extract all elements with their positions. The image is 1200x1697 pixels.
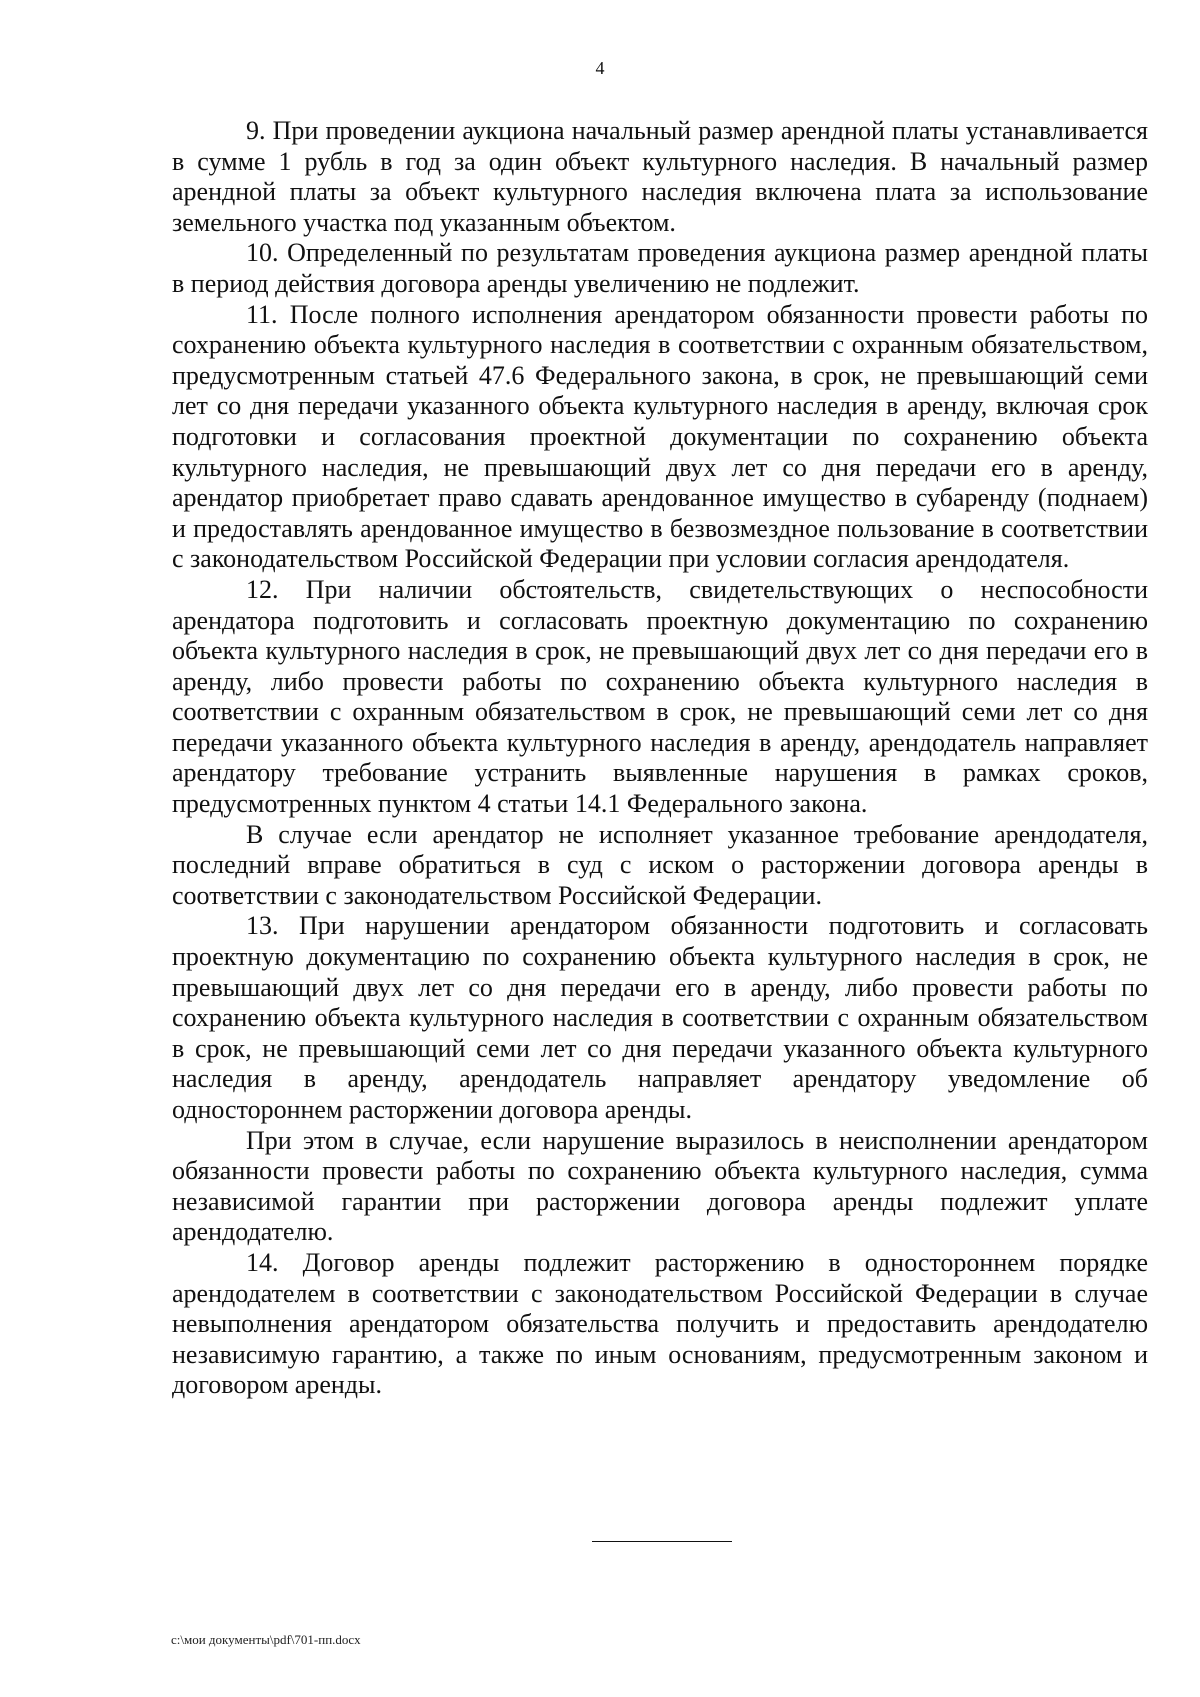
paragraph-10: 10. Определенный по результатам проведения аукциона размер арендной платы в период действия договора аренды увеличению не подлежит. bbox=[172, 238, 1148, 298]
paragraph-13-continuation: При этом в случае, если нарушение выразилось в неисполнении арендатором обязанности провести работы по сохранению объекта культурного наследия, сумма независимой гарантии при расторжении договора аренды подлежит уплате арендодателю. bbox=[172, 1125, 1148, 1247]
paragraph-13: 13. При нарушении арендатором обязанности подготовить и согласовать проектную документацию по сохранению объекта культурного наследия в срок, не превышающий двух лет со дня передачи его в аренду, либо провести работы по сохранению объекта культурного наследия в соответствии с охранным обязательством в срок, не превышающий семи лет со дня передачи указанного объекта культурного наследия в аренду, арендодатель направляет арендатору уведомление об одностороннем расторжении договора аренды. bbox=[172, 911, 1148, 1124]
paragraph-14: 14. Договор аренды подлежит расторжению в одностороннем порядке арендодателем в соответствии с законодательством Российской Федерации в случае невыполнения арендатором обязательства получить и предоставить арендодателю независимую гарантию, а также по иным основаниям, предусмотренным законом и договором аренды. bbox=[172, 1247, 1148, 1400]
file-path-footer: c:\мои документы\pdf\701-пп.docx bbox=[171, 1632, 361, 1647]
paragraph-11: 11. После полного исполнения арендатором обязанности провести работы по сохранению объекта культурного наследия в соответствии с охранным обязательством, предусмотренным статьей 47.6 Федерального закона, в срок, не превышающий семи лет со дня передачи указанного объекта культурного наследия в аренду, включая срок подготовки и согласования проектной документации по сохранению объекта культурного наследия, не превышающий двух лет со дня передачи его в аренду, арендатор приобретает право сдавать арендованное имущество в субаренду (поднаем) и предоставлять арендованное имущество в безвозмездное пользование в соответствии с законодательством Российской Федерации при условии согласия арендодателя. bbox=[172, 299, 1148, 574]
end-divider-line bbox=[592, 1541, 732, 1542]
page-number: 4 bbox=[595, 58, 605, 78]
paragraph-12: 12. При наличии обстоятельств, свидетельствующих о неспособности арендатора подготовить и согласовать проектную документацию по сохранению объекта культурного наследия в срок, не превышающий двух лет со дня передачи его в аренду, либо провести работы по сохранению объекта культурного наследия в соответствии с охранным обязательством в срок, не превышающий семи лет со дня передачи указанного объекта культурного наследия в аренду, арендодатель направляет арендатору требование устранить выявленные нарушения в рамках сроков, предусмотренных пунктом 4 статьи 14.1 Федерального закона. bbox=[172, 574, 1148, 819]
paragraph-12-continuation: В случае если арендатор не исполняет указанное требование арендодателя, последний вправе обратиться в суд с иском о расторжении договора аренды в соответствии с законодательством Российской Федерации. bbox=[172, 819, 1148, 910]
document-body bbox=[172, 116, 1148, 1401]
paragraph-9: 9. При проведении аукциона начальный размер арендной платы устанавливается в сумме 1 рубль в год за один объект культурного наследия. В начальный размер арендной платы за объект культурного наследия включена плата за использование земельного участка под указанным объектом. bbox=[172, 116, 1148, 237]
